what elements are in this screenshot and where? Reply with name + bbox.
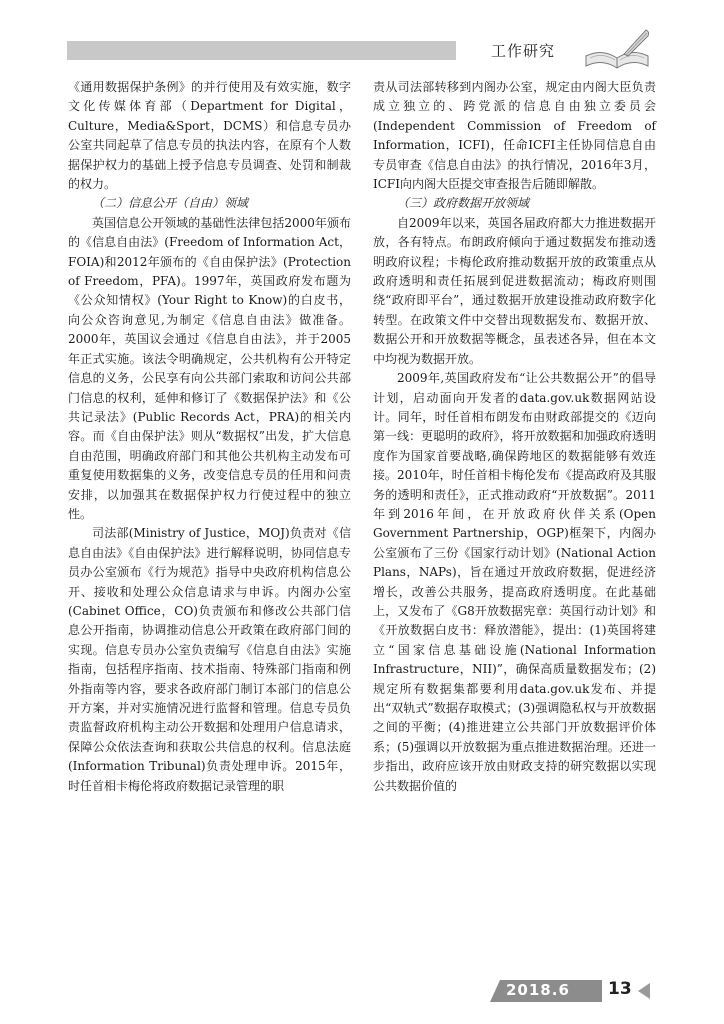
section-heading: （二）信息公开（自由）领域 [92, 196, 249, 211]
page-number: 13 [608, 979, 632, 999]
paragraph: 责从司法部转移到内阁办公室，规定由内阁大臣负责成立独立的、跨党派的信息自由独立委员会(Independent Commission of Freedom of Information，ICFI)，任命ICFI主任协同信息自由专员审查《信息自由法》的执行情况，2016年3月，ICFI向内阁大臣提交审查报告后随即解散。 [373, 80, 656, 192]
arrow-left-icon [638, 983, 650, 999]
paragraph: 2009年,英国政府发布“让公共数据公开”的倡导计划，启动面向开发者的data.gov.uk数据网站设计。同年，时任首相布朗发布由财政部提交的《迈向第一线：更聪明的政府》，将开放数据和加强政府透明度作为国家首要战略,确保跨地区的数据能够有效连接。2010年，时任首相卡梅伦发布《提高政府及其服务的透明和责任》，正式推动政府“开放数据”。2011年到2016年间，在开放政府伙伴关系(Open Government Partnership，OGP)框架下，内阁办公室颁布了三份《国家行动计划》(National Action Plans，NAPs)，旨在通过开放政府数据，促进经济增长，改善公共服务，提高政府透明度。在此基础上，又发布了《G8开放数据宪章：英国行动计划》和《开放数据白皮书：释放潜能》，提出：(1)英国将建立“国家信息基础设施(National Information Infrastructure，NII)”，确保高质量数据发布；(2)规定所有数据集都要利用data.gov.uk发布、并提出“双轨式”数据存取模式；(3)强调隐私权与开放数据之间的平衡；(4)推进建立公共部门开放数据评价体系；(5)强调以开放数据为重点推进数据治理。还进一步指出，政府应该开放由财政支持的研究数据以实现公共数据价值的 [373, 371, 656, 793]
paragraph: 自2009年以来，英国各届政府都大力推进数据开放，各有特点。布朗政府倾向于通过数据发布推动透明政府议程；卡梅伦政府推动数据开放的政策重点从政府透明和责任拓展到促进数据流动；梅政府则围绕“政府即平台”，通过数据开放建设推动政府数字化转型。在政策文件中交替出现数据发布、数据开放、数据公开和开放数据等概念，虽表述各异，但在本文中均视为数据开放。 [373, 215, 656, 366]
paragraph: 英国信息公开领域的基础性法律包括2000年颁布的《信息自由法》(Freedom of Information Act，FOIA)和2012年颁布的《自由保护法》(Protection of Freedom，PFA)。1997年，英国政府发布题为《公众知情权》(Your Right to Know)的白皮书，向公众咨询意见,为制定《信息自由法》做准备。2000年，英国议会通过《信息自由法》，并于2005年正式实施。该法令明确规定，公共机构有公开特定信息的义务，公民享有向公共部门索取和访问公共部门信息的权利，延伸和修订了《数据保护法》和《公共记录法》(Public Records Act，PRA)的相关内容。而《自由保护法》则从“数据权”出发，扩大信息自由范围，明确政府部门和其他公共机构主动发布可重复使用数据集的义务，改变信息专员的任用和问责安排，以加强其在数据保护权力行使过程中的独立性。 [68, 215, 351, 521]
page-footer [490, 976, 660, 1004]
section-title: 工作研究 [491, 42, 556, 60]
issue-date: 2018.6 [506, 981, 570, 999]
book-quill-icon [580, 26, 654, 74]
left-column [68, 78, 351, 796]
paragraph: 《通用数据保护条例》的并行使用及有效实施，数字文化传媒体育部（Department for Digital，Culture，Media&Sport，DCMS）和信息专员办公室共同起草了信息专员的执法内容，在原有个人数据保护权力的基础上授予信息专员调查、处罚和制裁的权力。 [68, 80, 351, 192]
paragraph: 司法部(Ministry of Justice，MOJ)负责对《信息自由法》《自由保护法》进行解释说明，协同信息专员办公室颁布《行为规范》指导中央政府机构信息公开、接收和处理公众信息请求与申诉。内阁办公室(Cabinet Office，CO)负责颁布和修改公共部门信息公开指南，协调推动信息公开政策在政府部门间的实现。信息专员办公室负责编写《信息自由法》实施指南，包括程序指南、技术指南、特殊部门指南和例外指南等内容，要求各政府部门制订本部门的信息公开方案，并对实施情况进行监督和管理。信息专员负责监督政府机构主动公开数据和处理用户信息请求，保障公众依法查询和获取公共信息的权利。信息法庭(Information Tribunal)负责处理申诉。2015年，时任首相卡梅伦将政府数据记录管理的职 [68, 526, 351, 793]
right-column [373, 78, 656, 796]
header-bar [67, 41, 456, 60]
section-heading: （三）政府数据开放领域 [397, 196, 530, 211]
